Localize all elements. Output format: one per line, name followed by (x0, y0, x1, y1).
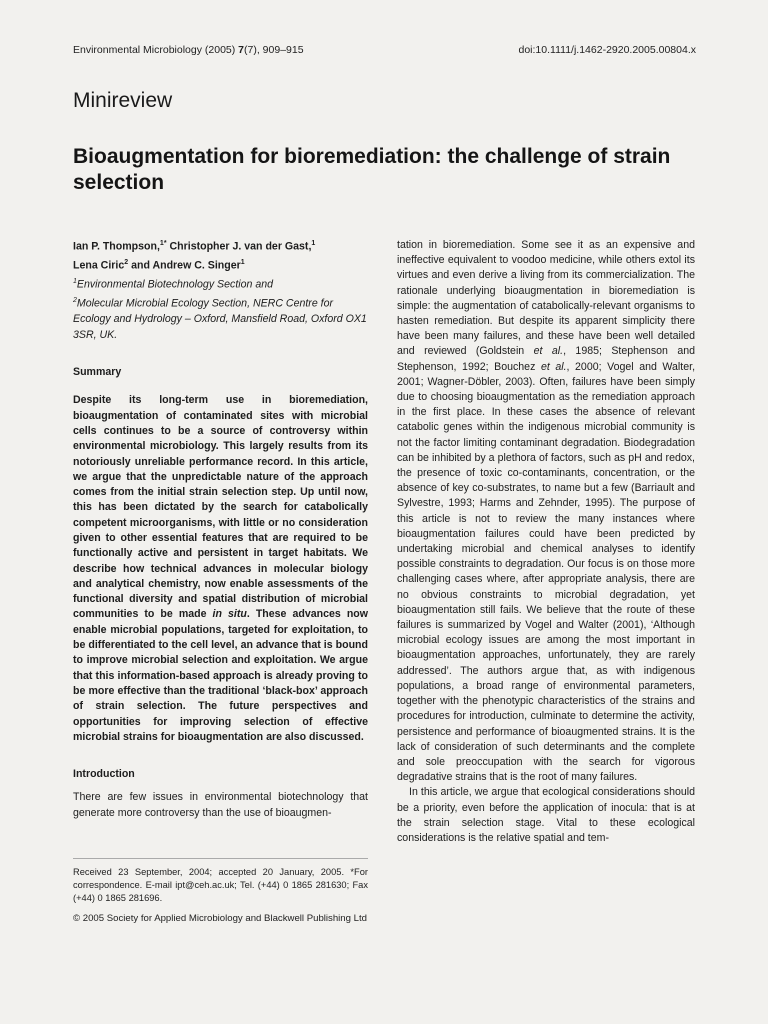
author-ciric: Lena Ciric (73, 259, 125, 272)
affiliation-2: Molecular Microbial Ecology Section, NERC Centre for Ecology and Hydrology – Oxford, Mansfield Road, Oxford OX1 3SR, UK. (73, 297, 367, 341)
affil-sup: 1 (73, 278, 77, 286)
article-title: Bioaugmentation for bioremediation: the challenge of strain selection (73, 145, 671, 194)
introduction-text: There are few issues in environmental biotechnology that generate more controversy than the use of bioaugmen- (73, 791, 368, 819)
author-sup: 1 (159, 240, 164, 247)
et-al: et al. (540, 360, 567, 373)
author-van-der-gast: Christopher J. van der Gast, (166, 240, 312, 253)
copyright: © 2005 Society for Applied Microbiology and Blackwell Publishing Ltd (73, 913, 367, 924)
affiliation-1: Environmental Biotechnology Section and (76, 278, 274, 291)
paragraph: In this article, we argue that ecological considerations should be a priority, even before the application of inocula: that is at the strain selection stage. Vital to these ecological considerations is the relative spatial and tem- (397, 786, 695, 844)
abstract-text: . These advances now enable microbial populations, targeted for exploitation, to be differentiated to the cell level, an advance that is bound to improve microbial selection and exploitation. We argue that this information-based approach is already proving to be more effective than the traditional ‘black-box’ approach of strain selection. The future perspectives and opportunities for improving selection of effective microbial strains for bioaugmentation are also discussed. (73, 608, 368, 743)
corresponding-star: * (163, 240, 167, 247)
journal-name-year: Environmental Microbiology (2005) (73, 44, 239, 56)
affil-sup: 2 (73, 297, 77, 305)
abstract-italic: in situ (212, 608, 247, 621)
author-sup: 1 (311, 240, 316, 247)
author-singer: and Andrew C. Singer (128, 259, 241, 272)
summary-heading: Summary (73, 366, 122, 379)
introduction-heading: Introduction (73, 768, 135, 781)
left-column (73, 236, 368, 821)
right-column (397, 238, 695, 846)
affiliations (73, 274, 368, 343)
doi[interactable]: doi:10.1111/j.1462-2920.2005.00804.x (518, 44, 696, 56)
author-thompson: Ian P. Thompson, (73, 240, 160, 253)
journal-citation (73, 44, 304, 56)
article-type-label: Minireview (73, 89, 173, 112)
author-list (73, 236, 368, 274)
paragraph (397, 238, 695, 785)
author-sup: 2 (124, 259, 129, 267)
footnote: Received 23 September, 2004; accepted 20 January, 2005. *For correspondence. E-mail ipt@ceh.ac.uk; Tel. (+44) 0 1865 281630; Fax (+44) 0 1865 281696. (73, 867, 368, 903)
paragraph-text: , 1985; Stephenson and Stephenson, 1992; Bouchez (397, 345, 695, 373)
et-al: et al. (533, 345, 564, 358)
author-sup: 1 (240, 259, 245, 267)
footnote-divider (73, 858, 368, 859)
abstract-text: Despite its long-term use in bioremediation, bioaugmentation of contaminated sites with microbial cells continues to be a source of controversy within environmental microbiology. This largely results from its notoriously unreliable performance record. In this article, we argue that the unpredictable nature of the approach comes from the initial strain selection step. Up until now, this has been dictated by the search for catabolically competent microorganisms, with little or no consideration given to other essential features that are required to be functionally active and persistent in target habitats. We describe how technical advances in molecular biology and analytical chemistry, now enable assessments of the functional diversity and spatial distribution of microbial communities to be made (73, 394, 368, 621)
paragraph-text: , 2000; Vogel and Walter, 2001; Wagner-Döbler, 2003). Often, failures have been simply due to choosing bioaugmentation as the remediation approach in the first place. In these cases the absence of relevant catabolic genes within the indigenous microbial community is not the factor limiting contaminant degradation. Biodegradation can be inhibited by a plethora of factors, such as pH and redox, the presence of toxic co-contaminants, concentration, or the absence of key co-substrates, to name but a few (Barriault and Sylvestre, 1993; Harms and Zehnder, 1995). The purpose of this article is not to review the many instances where bioaugmentation failures could have been predicted by undertaking microbial and chemical analyses to identify possible constraints to degradation. Our focus is on those more challenging cases where, after appropriate analysis, there are no obvious constraints to microbial degradation, yet bioaugmentation still fails. We believe that the route of these failures is summarized by Vogel and Walter (2001), ‘Although microbial ecology issues are among the most important in bioaugmentation approaches, unfortunately, they are rarely addressed’. The authors argue that, as with indigenous populations, a broad range of environmental parameters, together with the phenotypic characteristics of the strains and procedures for introduction, culminate to determine the activity, persistence and performance of bioaugmented strains. It is the lack of consideration of such determinants and the complete and sole preoccupation with the search for vigorous degradative strains that is the root of many failures. (397, 360, 696, 784)
journal-volume: 7 (238, 44, 245, 56)
abstract (73, 393, 368, 745)
journal-issue-pages: (7), 909–915 (244, 44, 304, 56)
paragraph-text: tation in bioremediation. Some see it as an expensive and ineffective equivalent to voodoo medicine, while others extol its virtues and even derive a living from its commercialization. The rationale underlying bioaugmentation in bioremediation is simple: the augmentation of catabolically-relevant organisms to hasten remediation. But despite its apparent simplicity there have been many failures, and these have been well detailed and reviewed (Goldstein (397, 239, 695, 358)
